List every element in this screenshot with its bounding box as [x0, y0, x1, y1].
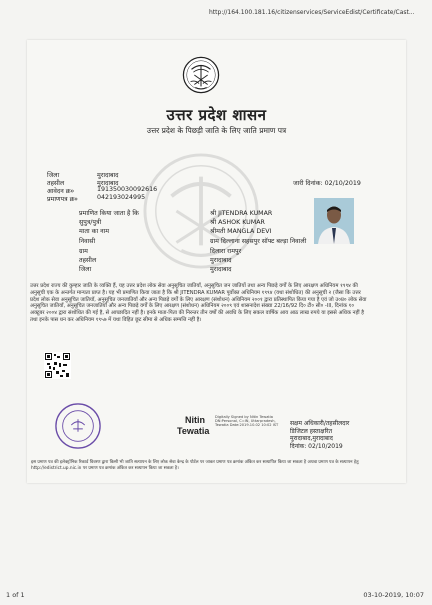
- applicant-photo: [314, 198, 354, 244]
- official-seal: [54, 402, 102, 450]
- verification-note: इस प्रमाण पत्र की इलेक्ट्रॉनिक रिकार्ड विवरण द्वारा किसी भी जाति सत्यापन के लिए लोक सेवा केन्द्र के पोर्टल पर जाकर प्रमाण पत्र क्रमांक अंकित कर सत्यापित किया जा सकता है अथवा प्रमाण पत्र के सत्यापन हेतु http://edistrict.up.nic.in पर प्रमाण पत्र क्रमांक अंकित कर सत्यापन किया जा सकता है।: [31, 460, 359, 472]
- certificate-no-value: 042193024995: [97, 194, 146, 201]
- page-indicator: 1 of 1: [6, 591, 25, 599]
- officer-date: दिनांक: 02/10/2019: [290, 442, 343, 450]
- tehsil-value: मुरादाबाद: [97, 180, 119, 187]
- certificate-subtitle: उत्तर प्रदेश के पिछड़ी जाति के लिए जाति प्रमाण पत्र: [146, 126, 287, 135]
- certified-label: प्रमाणित किया जाता है कि: [79, 210, 139, 217]
- application-no-label: आवेदन क्र०: [47, 188, 74, 195]
- digital-signature-text: Digitally Signed by Nitin Tewatia DN:Personal, C=IN, Uttarpradesh, Tewatia Date:2019.10.02 10:02 IST: [215, 415, 279, 428]
- father-label: सुपुत्र/पुत्री: [79, 219, 102, 226]
- signer-first-name: Nitin: [185, 415, 205, 425]
- village-value: दिलारा रामपुर: [210, 248, 242, 255]
- print-timestamp: 03-10-2019, 10:07: [363, 591, 424, 599]
- certificate-body-text: उत्तर प्रदेश राज्य की कुम्हार जाति के व्यक्ति हैं, यह उत्तर प्रदेश लोक सेवा अनुसूचित जातियाँ, अनुसूचित जन जातियों तथा अन्य पिछड़े वर्गों के लिए आरक्षण अधिनियम १९९४ की अनुसूची एक के अन्तर्गत मान्यता प्राप्त है। यह भी प्रमाणित किया जाता है कि श्री JITENDRA KUMAR पूर्वोक्त अधिनियम १९९४ (यथा संशोधित) की अनुसूची २ (जैसा कि उत्तर प्रदेश लोक सेवा अनुसूचित जातियाँ, अनुसूचित जनजातियाँ और अन्य पिछड़े वर्गों के लिए आरक्षण (संशोधन) अधिनियम २००१ द्वारा प्रतिस्थापित किया गया है एवं जो उ०प्र० लोक सेवा अनुसूचित जातियाँ, अनुसूचित जनजातियाँ और अन्य पिछड़े वर्गों के लिए आरक्षण (संशोधन) अधिनियम २००९ एवं शासनादेश संख्या 22/16/92 दि० टी० सी० -III, दिनांक १० अक्टूबर २००४ द्वारा संशोधित की गई है, से आच्छादित नहीं है। इनके माता-पिता की निरन्तर तीन वर्षों की अवधि के लिए सकल वार्षिक आय आठ लाख रुपये या इससे अधिक नहीं है तथा इनके पास धन कर अधिनियम १९५७ में यथा विहित छूट सीमा से अधिक सम्पत्ति नहीं है।: [30, 283, 367, 323]
- person-district-value: मुरादाबाद: [210, 266, 232, 273]
- applicant-name: श्री JITENDRA KUMAR: [210, 210, 273, 217]
- officer-digital-signed: डिजिटल हस्ताक्षरित: [290, 427, 332, 435]
- officer-block: [290, 420, 349, 450]
- up-government-emblem: [182, 56, 220, 94]
- page-url: http://164.100.181.16/citizenservices/ServiceEdist/Certificate/Cast...: [209, 9, 415, 16]
- village-label: ग्राम: [79, 248, 88, 255]
- district-value: मुरादाबाद: [97, 172, 119, 179]
- resident-value: ग्राम दिल्लाना सहसपुर सॉफ्ट बल्ड़ा निवाली: [210, 238, 307, 245]
- officer-title: सक्षम अधिकारी/तहसीलदार: [290, 420, 350, 427]
- verification-qr-code: [44, 352, 71, 379]
- mother-label: माता का नाम: [79, 228, 109, 235]
- signer-last-name: Tewatia: [177, 426, 210, 436]
- mother-name: श्रीमती MANGLA DEVI: [210, 228, 272, 235]
- issue-date: जारी दिनांक: 02/10/2019: [293, 180, 361, 187]
- certificate-title: उत्तर प्रदेश शासन: [166, 106, 267, 124]
- officer-location: मुरादाबाद,मुरादाबाद: [290, 435, 333, 442]
- caste-certificate: [27, 40, 406, 483]
- resident-label: निवासी: [79, 238, 96, 245]
- application-no-value: 191350030092616: [97, 186, 158, 193]
- person-tehsil-label: तहसील: [79, 257, 97, 264]
- father-name: श्री ASHOK KUMAR: [210, 219, 265, 226]
- person-district-label: जिला: [79, 266, 92, 273]
- person-tehsil-value: मुरादाबाद: [210, 257, 232, 264]
- certificate-no-label: प्रमाणपत्र क्र०: [47, 196, 78, 203]
- district-label: जिला: [47, 172, 60, 179]
- tehsil-label: तहसील: [47, 180, 65, 187]
